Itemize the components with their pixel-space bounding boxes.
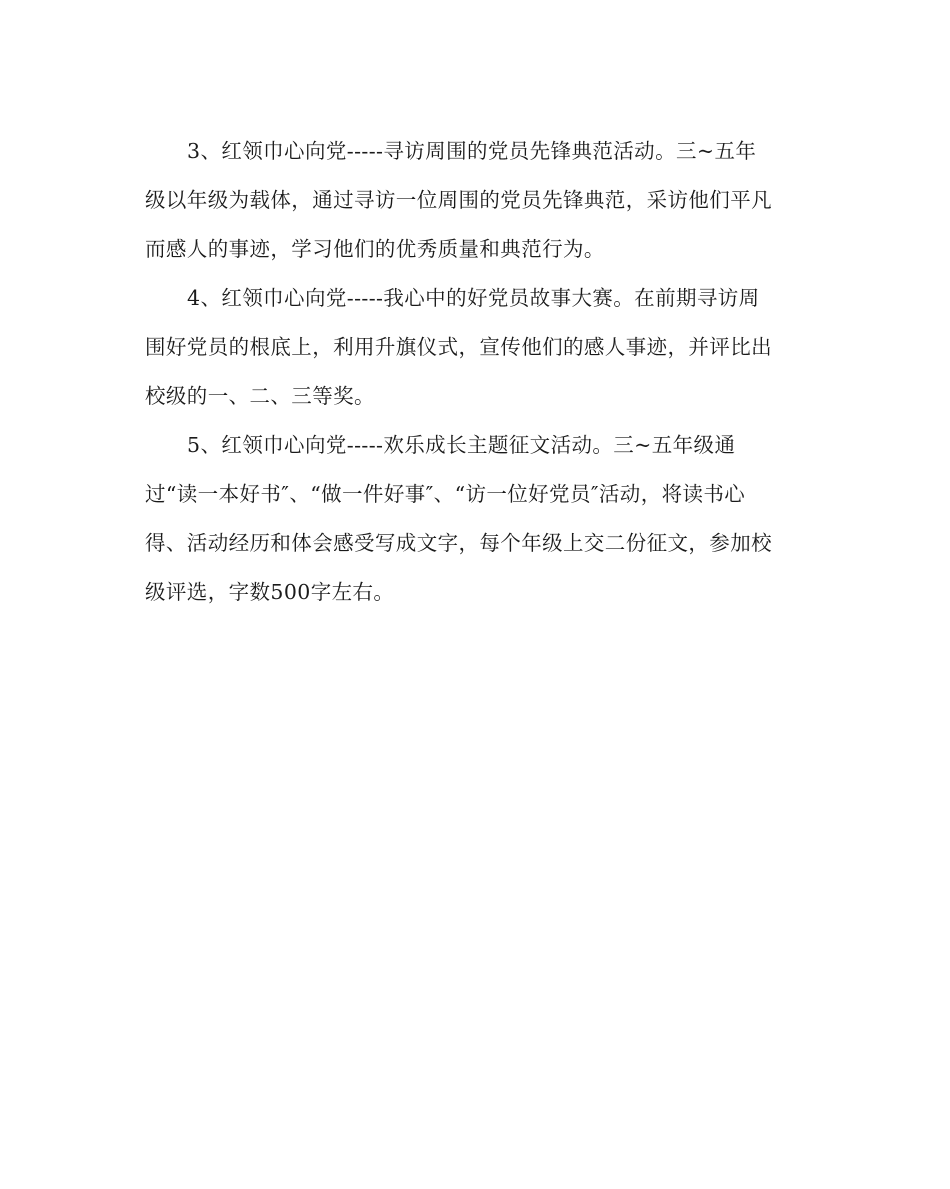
paragraph-activity-4 xyxy=(145,274,809,421)
paragraph-line: 3、红领巾心向党-----寻访周围的党员先锋典范活动。三~五年 xyxy=(187,139,757,163)
paragraph-line: 而感人的事迹，学习他们的优秀质量和典范行为。 xyxy=(145,237,605,261)
paragraph-line: 级评选，字数500字左右。 xyxy=(145,580,395,604)
paragraph-activity-3 xyxy=(145,127,809,274)
document-body xyxy=(145,127,809,617)
paragraph-line: 得、活动经历和体会感受写成文字，每个年级上交二份征文，参加校 xyxy=(145,531,772,555)
paragraph-activity-5 xyxy=(145,421,809,617)
paragraph-line: 5、红领巾心向党-----欢乐成长主题征文活动。三~五年级通 xyxy=(187,433,736,457)
paragraph-line: 围好党员的根底上，利用升旗仪式，宣传他们的感人事迹，并评比出 xyxy=(145,335,772,359)
paragraph-line: 过“读一本好书″、“做一件好事″、“访一位好党员″活动，将读书心 xyxy=(145,482,746,506)
paragraph-line: 级以年级为载体，通过寻访一位周围的党员先锋典范，采访他们平凡 xyxy=(145,188,772,212)
paragraph-line: 4、红领巾心向党-----我心中的好党员故事大赛。在前期寻访周 xyxy=(187,286,760,310)
paragraph-line: 校级的一、二、三等奖。 xyxy=(145,384,375,408)
